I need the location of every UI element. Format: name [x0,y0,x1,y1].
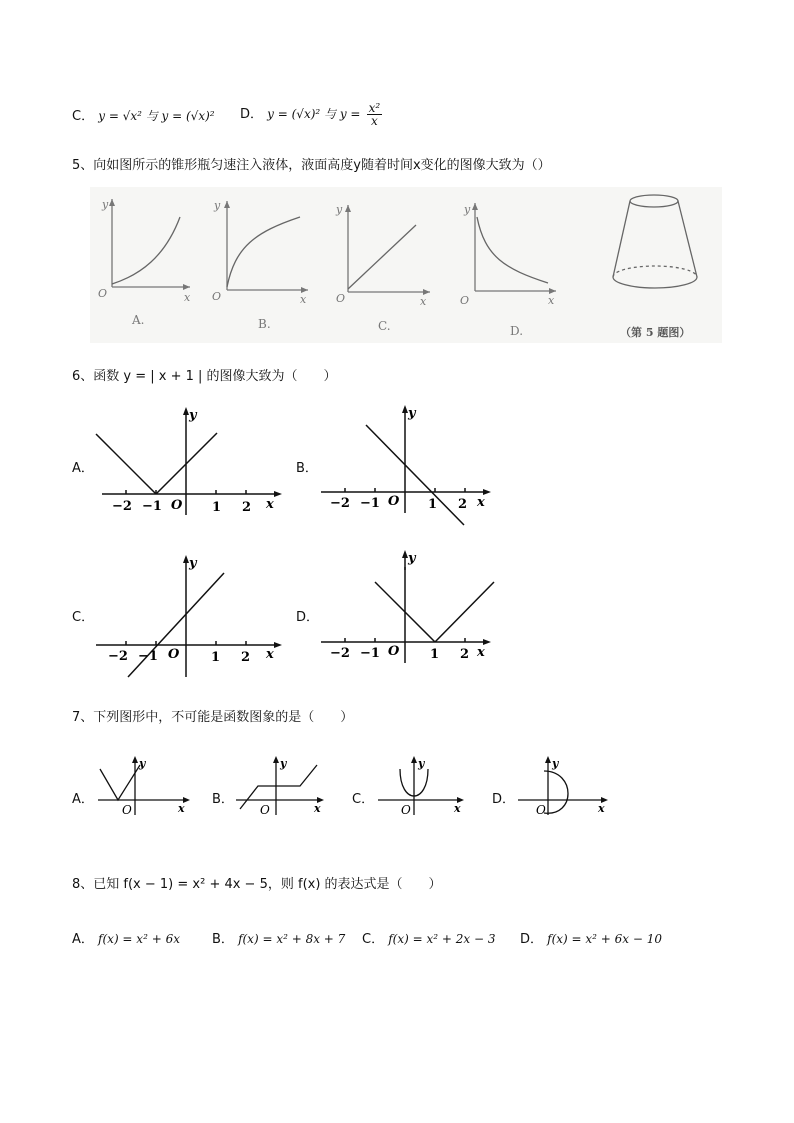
q5-graph-a [109,199,190,290]
q7-b-origin: O [260,803,270,817]
q7-d-x-label: x [598,802,605,815]
q7-graph-d [514,753,614,823]
q7-a-v-shape [100,765,140,800]
q4-option-d-math: y = (√x)² 与 y = [267,107,361,121]
q7-graph-a [90,753,200,823]
q6-graph-d [316,565,496,675]
q6-a-origin: O [171,498,183,513]
q4-option-c: C． y = √x² 与 y = (√x)² [72,109,215,124]
q6-b-tick-2: 2 [458,497,468,512]
q7-b-x-label: x [314,802,321,815]
q7-b-y-label: y [280,757,287,770]
q6-d-tick-neg2: −2 [330,646,350,661]
q7-label-b: B． [212,792,234,807]
q6-c-x-label: x [266,647,274,662]
q6-graph-c [90,553,290,683]
frustum-bottom-back [613,266,697,277]
q5-figure-caption: （第 5 题图） [620,326,691,339]
q6-label-a: A． [72,461,94,476]
q7-c-x-label: x [454,802,461,815]
q6-b-x-label: x [477,495,485,510]
q6-question: 6、函数 y = | x + 1 | 的图像大致为（ ） [72,369,337,384]
q6-d-y-arrow [396,548,426,570]
q4-option-c-math: y = √x² 与 y = (√x)² [98,109,215,123]
q7-label-c: C． [352,792,375,807]
q6-a-tick-neg2: −2 [112,499,132,514]
q6-b-tick-neg1: −1 [360,496,380,511]
frustum-bottom-front [613,277,697,288]
q7-graph-c [374,753,474,823]
q6-d-tick-2: 2 [460,647,470,662]
q5-question: 5、向如图所示的锥形瓶匀速注入液体，液面高度y随着时间x变化的图像大致为（） [72,158,551,173]
q5-a-y-label: y [102,198,109,211]
q7-graph-b [232,753,332,823]
q6-a-y-label: y [189,408,197,423]
q6-d-origin: O [388,644,400,659]
q6-b-line [366,425,464,525]
q7-a-y-label: y [139,757,146,770]
q4-option-d-fraction: $\frac{\text{x²}}{x}$ [368,101,381,128]
q7-label-d: D． [492,792,516,807]
q5-graph-d [472,203,556,294]
q5-label-a: A. [132,313,145,327]
q7-d-y-label: y [552,757,559,770]
q7-a-x-label: x [178,802,185,815]
q6-b-y-label: y [408,406,416,421]
q6-c-origin: O [168,647,180,662]
q5-d-y-label: y [464,203,471,216]
q4-option-d: D． y = (√x)² 与 y = $\frac{\text{x²}}{x}$ [240,101,381,128]
q6-a-tick-1: 1 [212,500,222,515]
q8-option-d: D． f(x) = x² + 6x − 10 [520,932,663,947]
q5-c-line [348,225,416,289]
q5-graph-b [224,201,308,293]
q6-a-left-branch [96,434,156,494]
q5-label-c: C. [378,319,391,333]
q5-b-curve [227,217,300,287]
q6-b-tick-neg2: −2 [330,496,350,511]
q6-c-y-label: y [189,556,197,571]
q5-a-origin: O [98,287,108,300]
q6-label-b: B． [296,461,318,476]
q6-c-tick-2: 2 [241,650,251,665]
q5-frustum-figure [613,195,697,288]
q6-graph-b [316,403,496,533]
q5-a-x-label: x [184,291,191,304]
q6-label-d: D． [296,610,320,625]
q5-d-origin: O [460,294,470,307]
q5-b-y-label: y [214,199,221,212]
q7-d-origin: O [536,803,546,817]
q5-c-origin: O [336,292,346,305]
frustum-right-edge [678,201,697,277]
q8-option-b: B． f(x) = x² + 8x + 7 [212,932,346,947]
q7-label-a: A． [72,792,94,807]
q6-d-y-label: y [408,551,416,566]
q8-option-a: A． f(x) = x² + 6x [72,932,180,947]
q5-label-d: D. [510,324,524,338]
q5-c-y-label: y [336,203,343,216]
q6-a-tick-2: 2 [242,500,252,515]
q6-d-tick-1: 1 [430,647,440,662]
q6-c-tick-neg1: −1 [138,649,158,664]
q5-label-b: B. [258,317,271,331]
q5-a-curve [112,217,180,284]
q6-b-origin: O [388,494,400,509]
q5-b-x-label: x [300,293,307,306]
q5-c-x-label: x [420,295,427,308]
q6-d-right-branch [435,582,494,642]
q6-c-tick-neg2: −2 [108,649,128,664]
frustum-top-ellipse [630,195,678,207]
q8-option-c: C． f(x) = x² + 2x − 3 [362,932,496,947]
q6-c-tick-1: 1 [211,650,221,665]
q6-a-tick-neg1: −1 [142,499,162,514]
q5-b-origin: O [212,290,222,303]
q7-b-piecewise [240,765,317,809]
q7-a-origin: O [122,803,132,817]
q6-label-c: C． [72,610,95,625]
q7-c-y-label: y [418,757,425,770]
q7-c-origin: O [401,803,411,817]
q8-question: 8、已知 f(x − 1) = x² + 4x − 5，则 f(x) 的表达式是（ ） [72,877,442,892]
q5-figure [90,187,722,343]
q6-d-tick-neg1: −1 [360,646,380,661]
q6-a-x-label: x [266,497,274,512]
q6-d-x-label: x [477,645,485,660]
q5-d-x-label: x [548,294,555,307]
q7-question: 7、下列图形中，不可能是函数图象的是（ ） [72,710,354,725]
q6-graph-a [90,405,290,525]
q5-d-curve [477,217,548,283]
q5-graph-c [345,205,430,295]
q6-b-tick-1: 1 [428,497,438,512]
frustum-left-edge [613,201,630,277]
